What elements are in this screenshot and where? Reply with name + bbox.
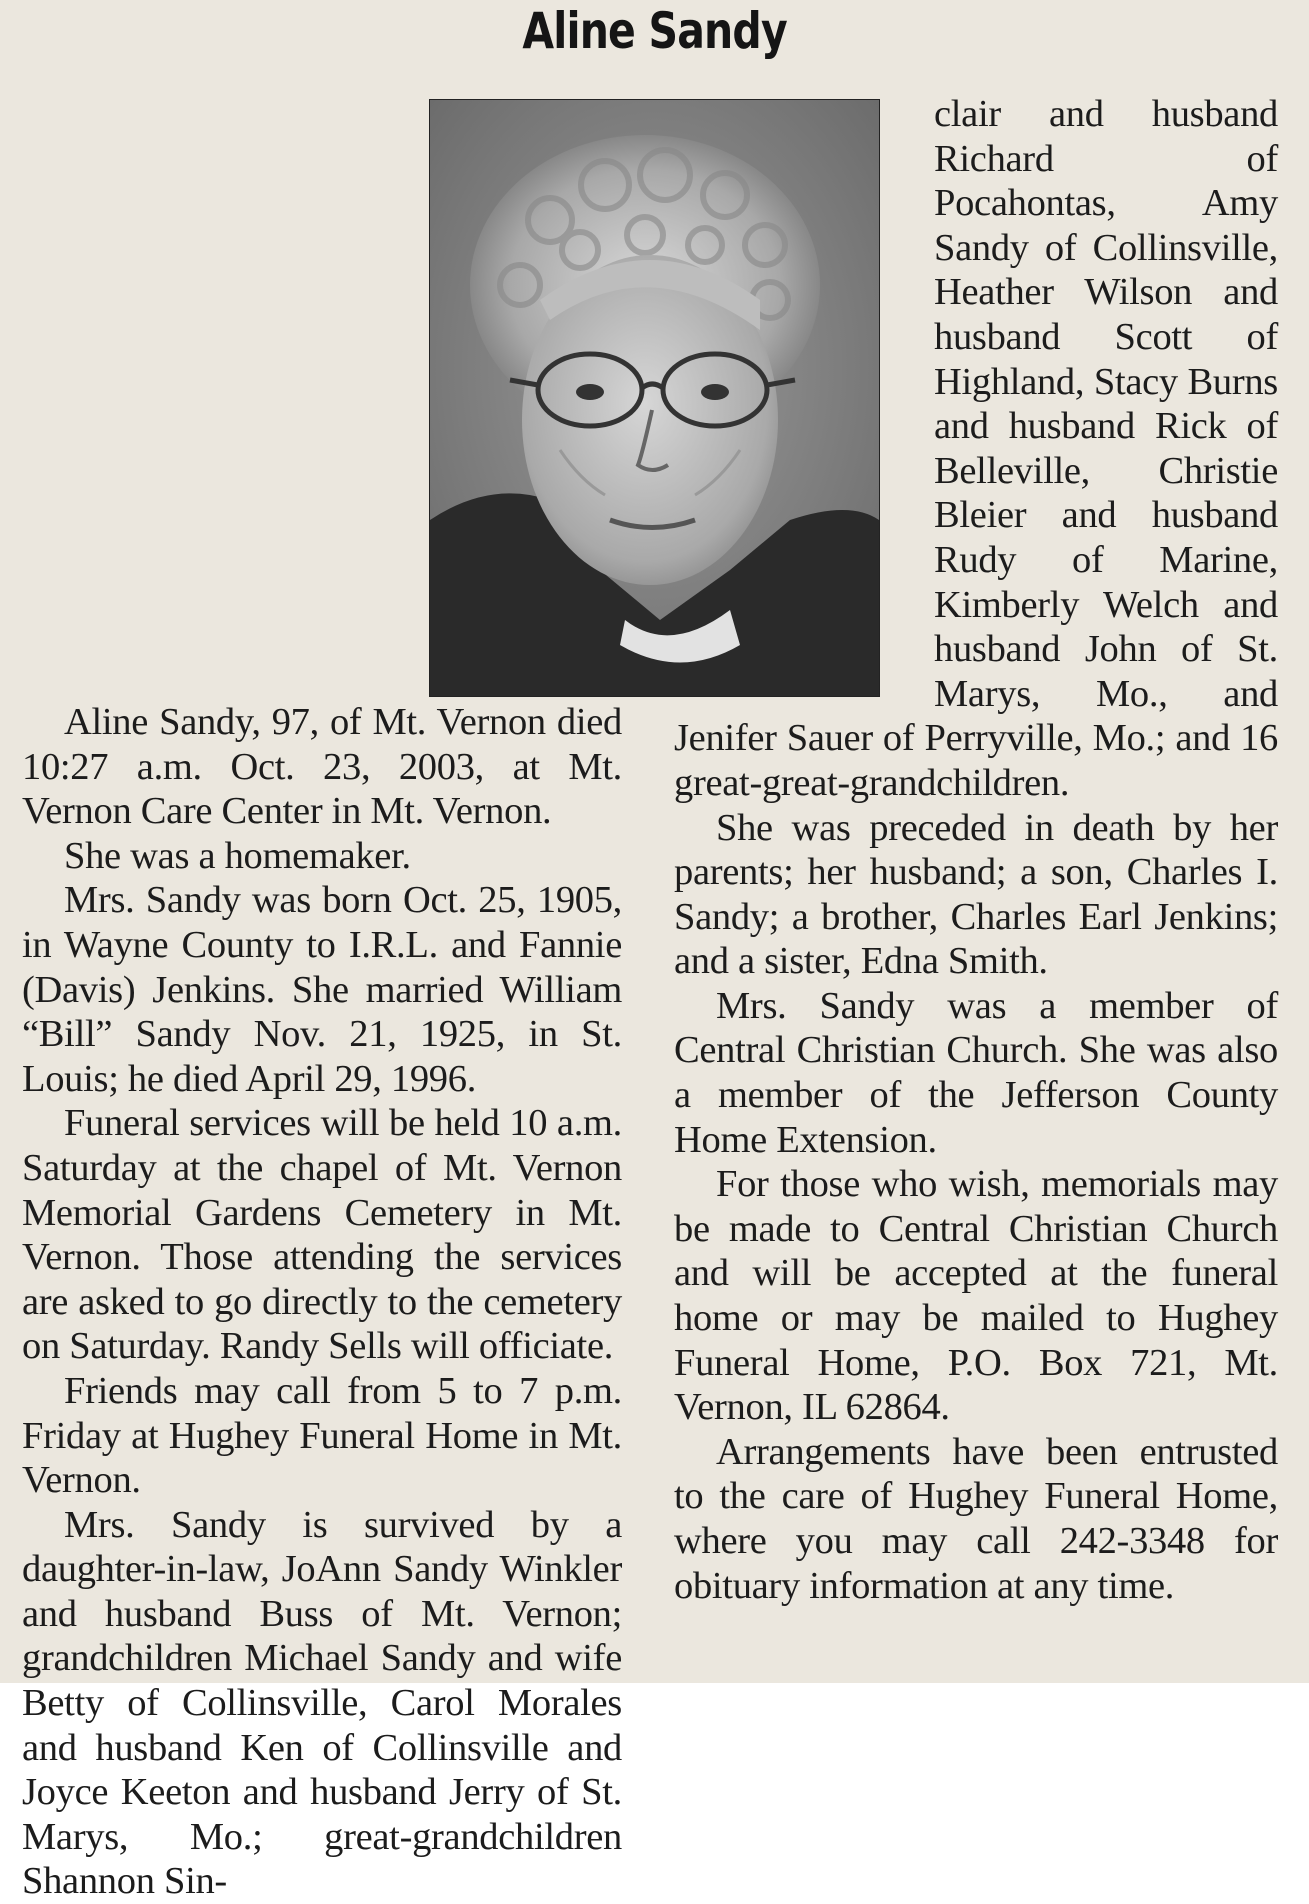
- obituary-paragraph: Arrangements have been entrusted to the care of Hughey Funeral Home, where you may call 242-3348 for obituary information at any time.: [674, 1430, 1278, 1607]
- obituary-paragraph: She was a homemaker.: [64, 834, 411, 877]
- portrait-photo: [429, 99, 880, 697]
- obituary-paragraph: Mrs. Sandy was born Oct. 25, 1905, in Wayne County to I.R.L. and Fannie (Davis) Jenkins. She married William “Bill” Sandy Nov. 21, 1925, in St. Louis; he died April 29, 1996.: [22, 879, 622, 1100]
- obituary-title: Aline Sandy: [522, 2, 787, 60]
- obituary-paragraph: Funeral services will be held 10 a.m. Saturday at the chapel of Mt. Vernon Memorial Gardens Cemetery in Mt. Vernon. Those attending the services are asked to go directly to the cemetery on Saturday. Randy Sells will officiate.: [22, 1102, 622, 1368]
- obituary-paragraph: Aline Sandy, 97, of Mt. Vernon died 10:27 a.m. Oct. 23, 2003, at Mt. Vernon Care Center in Mt. Vernon.: [22, 701, 622, 833]
- obituary-paragraph-continued: clair and husband Richard of Pocahontas, Amy Sandy of Collinsville, Heather Wilson and husband Scott of Highland, Stacy Burns and husband Rick of Belleville, Christie Bleier and husband Rudy of Marine, Kimberly Welch and husband John of St. Marys, Mo., and Jenifer Sauer of Perryville, Mo.; and 16 great-great-grandchildren.: [674, 93, 1278, 804]
- obituary-paragraph: Mrs. Sandy was a member of Central Christian Church. She was also a member of the Jefferson County Home Extension.: [674, 984, 1278, 1161]
- obituary-paragraph: She was preceded in death by her parents; her husband; a son, Charles I. Sandy; a brother, Charles Earl Jenkins; and a sister, Edna Smith.: [674, 806, 1278, 983]
- obituary-paragraph: For those who wish, memorials may be made to Central Christian Church and will be accepted at the funeral home or may be mailed to Hughey Funeral Home, P.O. Box 721, Mt. Vernon, IL 62864.: [674, 1163, 1278, 1429]
- obituary-paragraph: Friends may call from 5 to 7 p.m. Friday at Hughey Funeral Home in Mt. Vernon.: [22, 1369, 622, 1502]
- obituary-paragraph: Mrs. Sandy is survived by a daughter-in-law, JoAnn Sandy Winkler and husband Buss of Mt. Vernon; grandchildren Michael Sandy and wife Betty of Collinsville, Carol Morales and husband Ken of Collinsville and Joyce Keeton and husband Jerry of St. Marys, Mo.; great-grandchildren Shannon Sin-: [22, 1503, 622, 1903]
- portrait-photo-icon: [430, 100, 879, 696]
